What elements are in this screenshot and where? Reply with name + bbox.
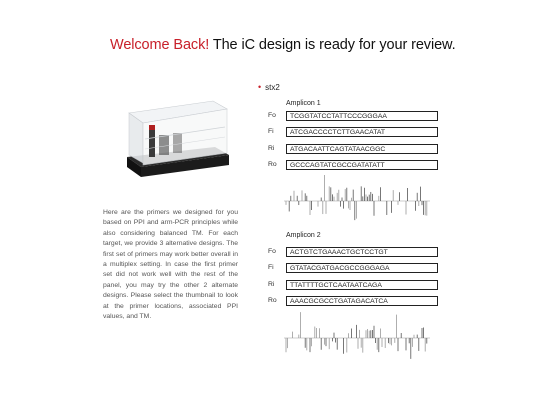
welcome-message: The iC design is ready for your review.	[209, 37, 456, 53]
primer-row	[268, 127, 438, 138]
primer-row	[268, 280, 438, 291]
primer-sequence-field[interactable]: TCGGTATCCTATTCCCGGGAA	[286, 111, 438, 121]
target-name: stx2	[265, 83, 280, 92]
primer-label: Fo	[268, 112, 276, 119]
welcome-accent: Welcome Back!	[110, 37, 210, 53]
device-illustration	[115, 95, 235, 195]
welcome-header	[110, 37, 456, 53]
amplicon-1-title: Amplicon 1	[286, 100, 321, 107]
primer-sequence-field[interactable]: ATGACAATTCAGTATAACGGC	[286, 144, 438, 154]
primer-sequence-field[interactable]: GTATACGATGACGCCGGGAGA	[286, 263, 438, 273]
instructions-text: Here are the primers we designed for you based on PPI and arm-PCR principles while also considering balanced TM. For each target, we provide 3 alternative designs. The first set of primers may work better overall in a multiplex setting. In case the first primer set did not work well with the rest of the panel, you may try the other 2 alternate designs. Please select the thumbnail to look at the primer locations, associated PPI values, and TM.	[103, 209, 238, 321]
primer-label: Fo	[268, 248, 276, 255]
primer-sequence-field[interactable]: ATCGACCCCTCTTGAACATAT	[286, 127, 438, 137]
primer-label: Ri	[268, 145, 275, 152]
primer-label: Ro	[268, 297, 277, 304]
primer-sequence-field[interactable]: ACTGTCTGAAACTGCTCCTGT	[286, 247, 438, 257]
primer-sequence-field[interactable]: TTATTTTGCTCAATAATCAGA	[286, 280, 438, 290]
bullet-icon: •	[258, 82, 262, 92]
target-heading	[258, 82, 280, 92]
amplicon-1-thumbnail[interactable]	[282, 175, 432, 230]
primer-sequence-field[interactable]: AAACGCGCCTGATAGACATCA	[286, 296, 438, 306]
amplicon-2-thumbnail[interactable]	[282, 312, 432, 367]
primer-label: Fi	[268, 128, 274, 135]
primer-label: Ro	[268, 161, 277, 168]
primer-row	[268, 263, 438, 274]
primer-row	[268, 144, 438, 155]
primer-row	[268, 111, 438, 122]
primer-row	[268, 160, 438, 171]
primer-row	[268, 247, 438, 258]
amplicon-2-title: Amplicon 2	[286, 232, 321, 239]
primer-label: Ri	[268, 281, 275, 288]
primer-sequence-field[interactable]: GCCCAGTATCGCCGATATATT	[286, 160, 438, 170]
primer-row	[268, 296, 438, 307]
primer-label: Fi	[268, 264, 274, 271]
